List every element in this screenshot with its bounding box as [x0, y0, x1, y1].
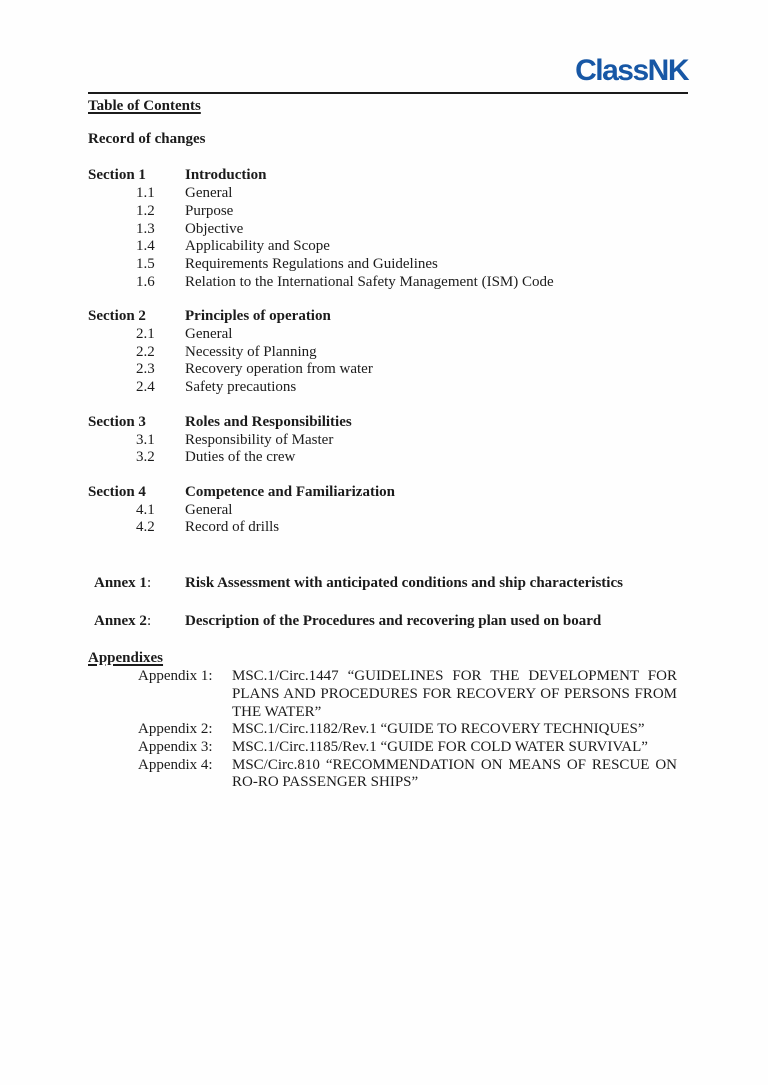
section-header	[88, 167, 688, 185]
appendix-label: Appendix 4:	[138, 756, 213, 773]
annex-label	[94, 575, 185, 593]
appendixes-heading: Appendixes	[88, 650, 164, 667]
toc-item-number: 2.4	[136, 379, 155, 396]
toc-item-number: 3.1	[136, 431, 155, 448]
annex-number: Annex 2	[94, 612, 147, 629]
section-block-3	[88, 414, 688, 467]
appendix-label: Appendix 2:	[138, 721, 213, 738]
toc-item-number: 1.6	[136, 273, 155, 290]
toc-item-text: Duties of the crew	[185, 449, 296, 466]
annex-title: Description of the Procedures and recovering plan used on board	[185, 612, 602, 629]
annex-title: Risk Assessment with anticipated conditions and ship characteristics	[185, 575, 623, 592]
toc-item-text: General	[185, 501, 233, 518]
annex-colon: :	[146, 612, 152, 629]
toc-item	[88, 344, 688, 362]
appendix-row	[88, 721, 688, 739]
toc-item	[88, 203, 688, 221]
toc-item-text: Objective	[185, 220, 244, 237]
toc-item	[88, 185, 688, 203]
toc-item	[88, 519, 688, 537]
annex-row	[94, 613, 688, 631]
record-of-changes-heading: Record of changes	[88, 130, 206, 147]
toc-item-number: 2.1	[136, 326, 155, 343]
toc-item-number: 1.1	[136, 185, 155, 202]
annex-label	[94, 613, 185, 631]
toc-item	[88, 361, 688, 379]
section-header	[88, 308, 688, 326]
toc-item-text: Requirements Regulations and Guidelines	[185, 255, 438, 272]
classnk-logo: ClassNK	[575, 54, 688, 87]
section-block-4	[88, 484, 688, 537]
appendix-description: MSC.1/Circ.1185/Rev.1 “GUIDE FOR COLD WATER SURVIVAL”	[232, 738, 648, 755]
appendix-description: MSC/Circ.810 “RECOMMENDATION ON MEANS OF RESCUE ON RO-RO PASSENGER SHIPS”	[232, 756, 677, 791]
page-content	[88, 0, 688, 792]
toc-item-number: 2.3	[136, 361, 155, 378]
section-title: Competence and Familiarization	[185, 483, 395, 500]
toc-item-number: 1.4	[136, 238, 155, 255]
toc-item-text: Purpose	[185, 202, 234, 219]
section-label: Section 2	[88, 308, 146, 325]
header-rule	[88, 92, 688, 94]
annex-row	[94, 575, 688, 593]
annex-colon: :	[146, 575, 152, 592]
section-label: Section 3	[88, 413, 146, 430]
section-header	[88, 414, 688, 432]
appendix-label: Appendix 3:	[138, 738, 213, 755]
toc-item-number: 1.3	[136, 220, 155, 237]
section-label: Section 4	[88, 483, 146, 500]
appendix-row	[88, 757, 688, 792]
toc-item-number: 4.1	[136, 501, 155, 518]
appendix-description: MSC.1/Circ.1447 “GUIDELINES FOR THE DEVELOPMENT FOR PLANS AND PROCEDURES FOR RECOVERY OF PERSONS FROM THE WATER”	[232, 668, 677, 720]
toc-item	[88, 326, 688, 344]
toc-item	[88, 274, 688, 292]
section-label: Section 1	[88, 167, 146, 184]
appendix-description: MSC.1/Circ.1182/Rev.1 “GUIDE TO RECOVERY TECHNIQUES”	[232, 721, 645, 738]
page-title: Table of Contents	[88, 98, 201, 114]
toc-item-text: Safety precautions	[185, 379, 297, 396]
section-block-1	[88, 167, 688, 291]
appendix-label: Appendix 1:	[138, 668, 213, 685]
toc-item	[88, 238, 688, 256]
toc-item-number: 2.2	[136, 343, 155, 360]
toc-item-text: Record of drills	[185, 519, 280, 536]
toc-item	[88, 449, 688, 467]
appendix-row	[88, 739, 688, 757]
annex-number: Annex 1	[94, 575, 147, 592]
toc-item-text: General	[185, 185, 233, 202]
toc-item	[88, 379, 688, 397]
section-header	[88, 484, 688, 502]
toc-item-text: Responsibility of Master	[185, 431, 334, 448]
page-header	[88, 0, 688, 86]
toc-item-number: 4.2	[136, 519, 155, 536]
section-title: Introduction	[185, 167, 267, 184]
toc-item-text: Recovery operation from water	[185, 361, 373, 378]
section-block-2	[88, 308, 688, 397]
toc-item-text: General	[185, 326, 233, 343]
toc-item	[88, 256, 688, 274]
toc-item	[88, 221, 688, 239]
toc-item	[88, 502, 688, 520]
appendix-row	[88, 668, 688, 721]
section-title: Roles and Responsibilities	[185, 413, 352, 430]
toc-item-text: Necessity of Planning	[185, 343, 317, 360]
toc-item-text: Applicability and Scope	[185, 238, 330, 255]
toc-item-text: Relation to the International Safety Management (ISM) Code	[185, 273, 554, 290]
toc-item-number: 1.5	[136, 255, 155, 272]
toc-item-number: 3.2	[136, 449, 155, 466]
section-title: Principles of operation	[185, 308, 331, 325]
toc-item	[88, 432, 688, 450]
toc-item-number: 1.2	[136, 202, 155, 219]
